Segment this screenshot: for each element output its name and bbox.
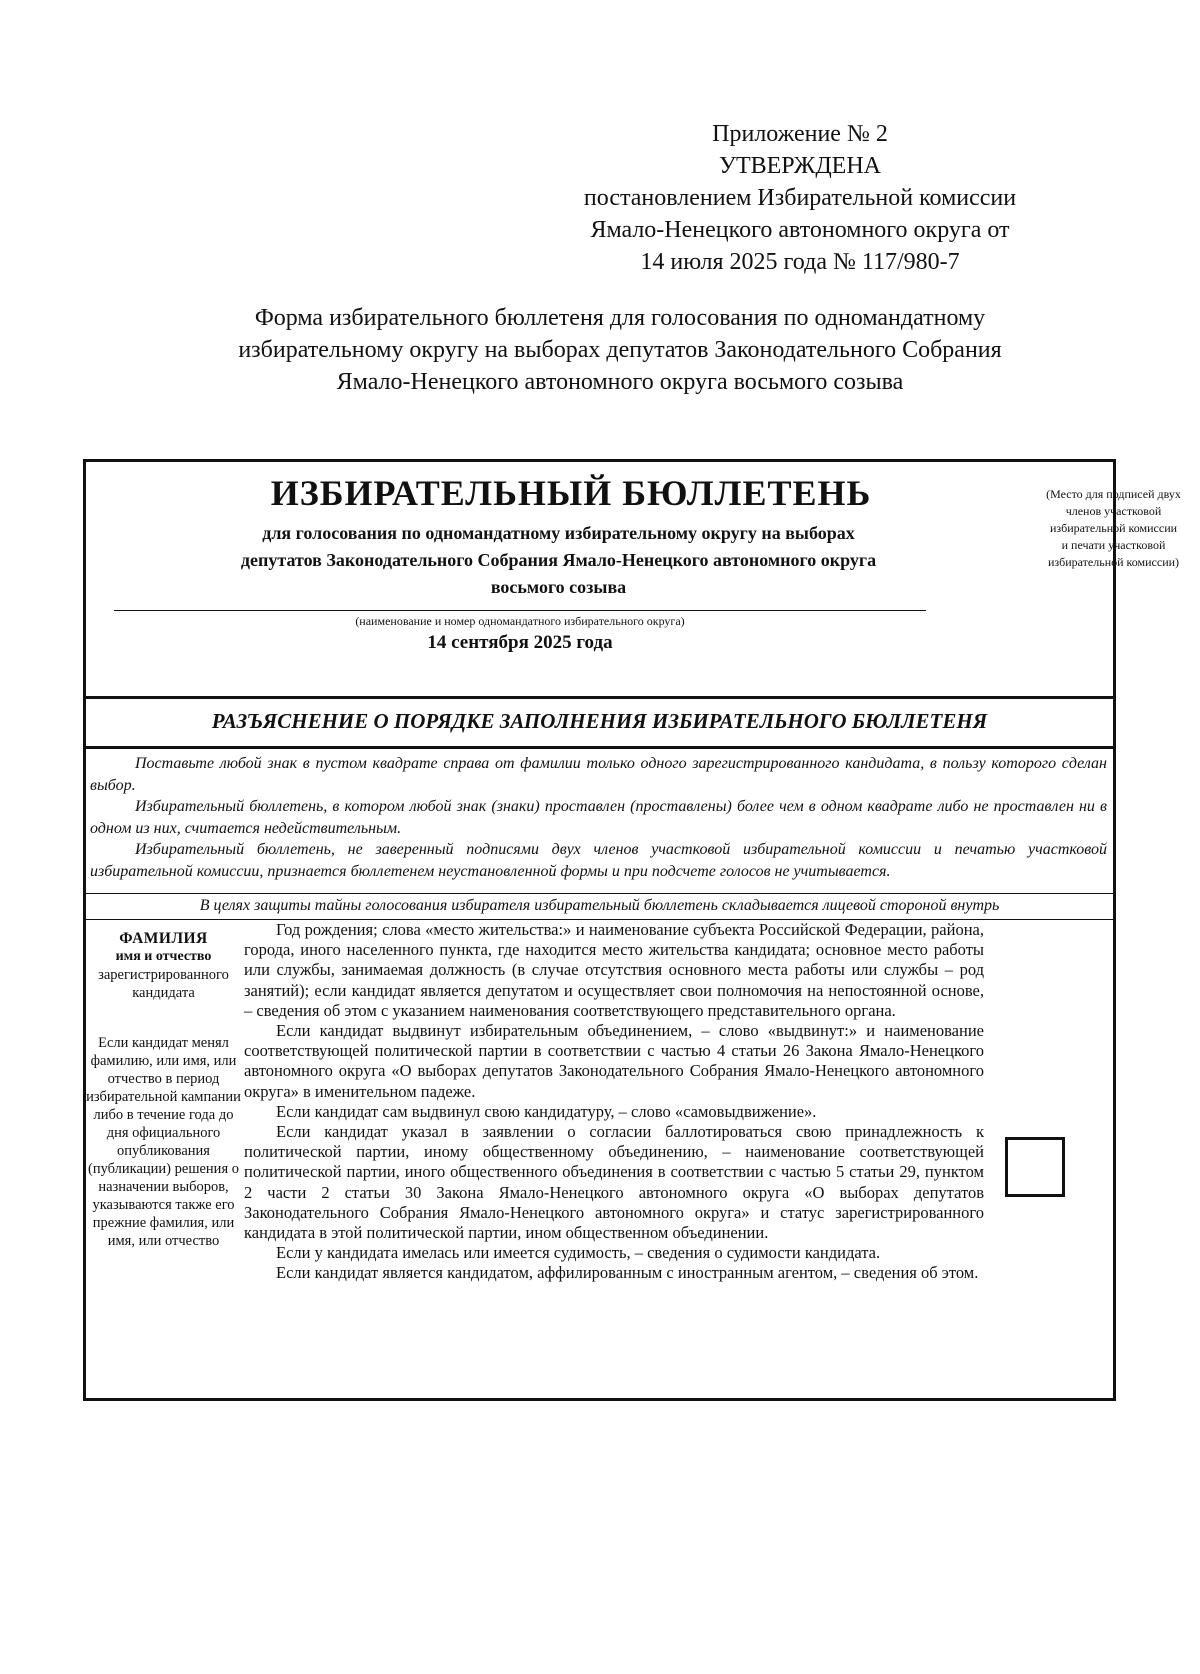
candidate-info — [244, 920, 984, 1284]
explanation-heading: РАЗЪЯСНЕНИЕ О ПОРЯДКЕ ЗАПОЛНЕНИЯ ИЗБИРАТЕЛЬНОГО БЮЛЛЕТЕНЯ — [211, 709, 988, 733]
form-title-line: Ямало-Ненецкого автономного округа восьмого созыва — [336, 369, 904, 395]
approval-authority: Ямало-Ненецкого автономного округа от — [590, 217, 1010, 243]
election-date: 14 сентября 2025 года — [427, 632, 613, 653]
registered-candidate-label: зарегистрированного кандидата — [98, 967, 229, 1001]
candidate-info-paragraph: Если у кандидата имелась или имеется судимость, – сведения о судимости кандидата. — [276, 1243, 881, 1263]
approval-date-number: 14 июля 2025 года № 117/980-7 — [640, 249, 960, 275]
signature-place-line: избирательной комиссии — [1049, 521, 1178, 535]
candidate-info-paragraph: Если кандидат выдвинут избирательным объединением, – слово «выдвинут:» и наименование соответствующей политической партии в соответствии с частью 4 статьи 26 Закона Ямало-Ненецкого автономного округа «О выборах депутатов Законодательного Собрания Ямало-Ненецкого автономного округа» в именительном падеже. — [244, 1021, 984, 1101]
candidate-info-paragraph: Год рождения; слова «место жительства:» и наименование субъекта Российской Федерации, района, города, иного населенного пункта, где находится место жительства кандидата; основное место работы или службы, занимаемая должность (в случае отсутствия основного места работы или службы – род занятий); если кандидат является депутатом и осуществляет свои полномочия на непостоянной основе, – сведения об этом с указанием наименования соответствующего представительного органа. — [244, 920, 984, 1020]
signature-place-line: членов участковой — [1065, 504, 1162, 518]
approval-block — [540, 118, 1060, 278]
instruction-paragraph: Поставьте любой знак в пустом квадрате справа от фамилии только одного зарегистрированного кандидата, в пользу которого сделан выбор. — [90, 755, 1107, 794]
signature-place-line: (Место для подписей двух — [1046, 487, 1181, 501]
former-names-note: Если кандидат менял фамилию, или имя, или отчество в период избирательной кампании либо в течение года до дня официального опубликования (публикации) решения о назначении выборов, указываются также его прежние фамилия, или имя, или отчество — [86, 1035, 241, 1249]
secrecy-note: В целях защиты тайны голосования избирателя избирательный бюллетень складывается лицевой стороной внутрь — [86, 894, 1113, 920]
approval-resolution: постановлением Избирательной комиссии — [583, 185, 1017, 211]
candidate-info-paragraph: Если кандидат сам выдвинул свою кандидатуру, – слово «самовыдвижение». — [276, 1101, 817, 1121]
form-title-line: избирательному округу на выборах депутатов Законодательного Собрания — [238, 337, 1002, 363]
district-caption: (наименование и номер одномандатного избирательного округа) — [355, 614, 685, 628]
ballot-subtitle-line: восьмого созыва — [490, 577, 627, 597]
approved-label: УТВЕРЖДЕНА — [718, 153, 882, 179]
candidate-info-paragraph: Если кандидат является кандидатом, аффилированным с иностранным агентом, – сведения об этом. — [276, 1263, 979, 1283]
explanation-heading-box — [86, 699, 1113, 749]
instructions — [86, 749, 1113, 894]
ballot-title: ИЗБИРАТЕЛЬНЫЙ БЮЛЛЕТЕНЬ — [270, 473, 872, 513]
name-label: имя и отчество — [115, 949, 212, 964]
instruction-paragraph: Избирательный бюллетень, не заверенный подписями двух членов участковой избирательной комиссии и печатью участковой избирательной комиссии, признается бюллетенем неустановленной формы и при подсчете голосов не учитывается. — [90, 841, 1107, 880]
candidate-name-column — [86, 920, 241, 1250]
ballot-subtitle-line: для голосования по одномандатному избирательному округу на выборах — [262, 523, 855, 543]
ballot-subtitle-line: депутатов Законодательного Собрания Ямало-Ненецкого автономного округа — [240, 550, 877, 570]
form-title-line: Форма избирательного бюллетеня для голосования по одномандатному — [254, 305, 986, 331]
district-name-line — [114, 610, 926, 611]
signature-stamp-place — [1016, 486, 1200, 571]
appendix-number: Приложение № 2 — [712, 121, 888, 147]
ballot-form — [83, 459, 1181, 1401]
vote-checkbox[interactable] — [1005, 1137, 1065, 1197]
ballot-subtitle — [91, 520, 1026, 601]
surname-label: ФАМИЛИЯ — [119, 930, 208, 947]
instruction-paragraph: Избирательный бюллетень, в котором любой знак (знаки) проставлен (проставлены) более чем в одном квадрате либо не проставлен ни в одном из них, считается недействительным. — [90, 798, 1107, 837]
candidate-info-paragraph: Если кандидат указал в заявлении о согласии баллотироваться свою принадлежность к политической партии, иному общественному объединению, – наименование соответствующей политической партии, иного общественного объединения в соответствии с частью 5 статьи 29, пунктом 2 части 2 статьи 30 Закона Ямало-Ненецкого автономного округа «О выборах депутатов Законодательного Собрания Ямало-Ненецкого автономного округа» и статус зарегистрированного кандидата в этой политической партии, ином общественном объединении. — [244, 1122, 984, 1243]
signature-place-line: и печати участковой — [1061, 538, 1166, 552]
signature-place-line: избирательной комиссии) — [1047, 555, 1180, 569]
form-title — [150, 302, 1090, 398]
ballot-header — [86, 462, 1181, 699]
candidate-row — [86, 920, 1113, 1398]
